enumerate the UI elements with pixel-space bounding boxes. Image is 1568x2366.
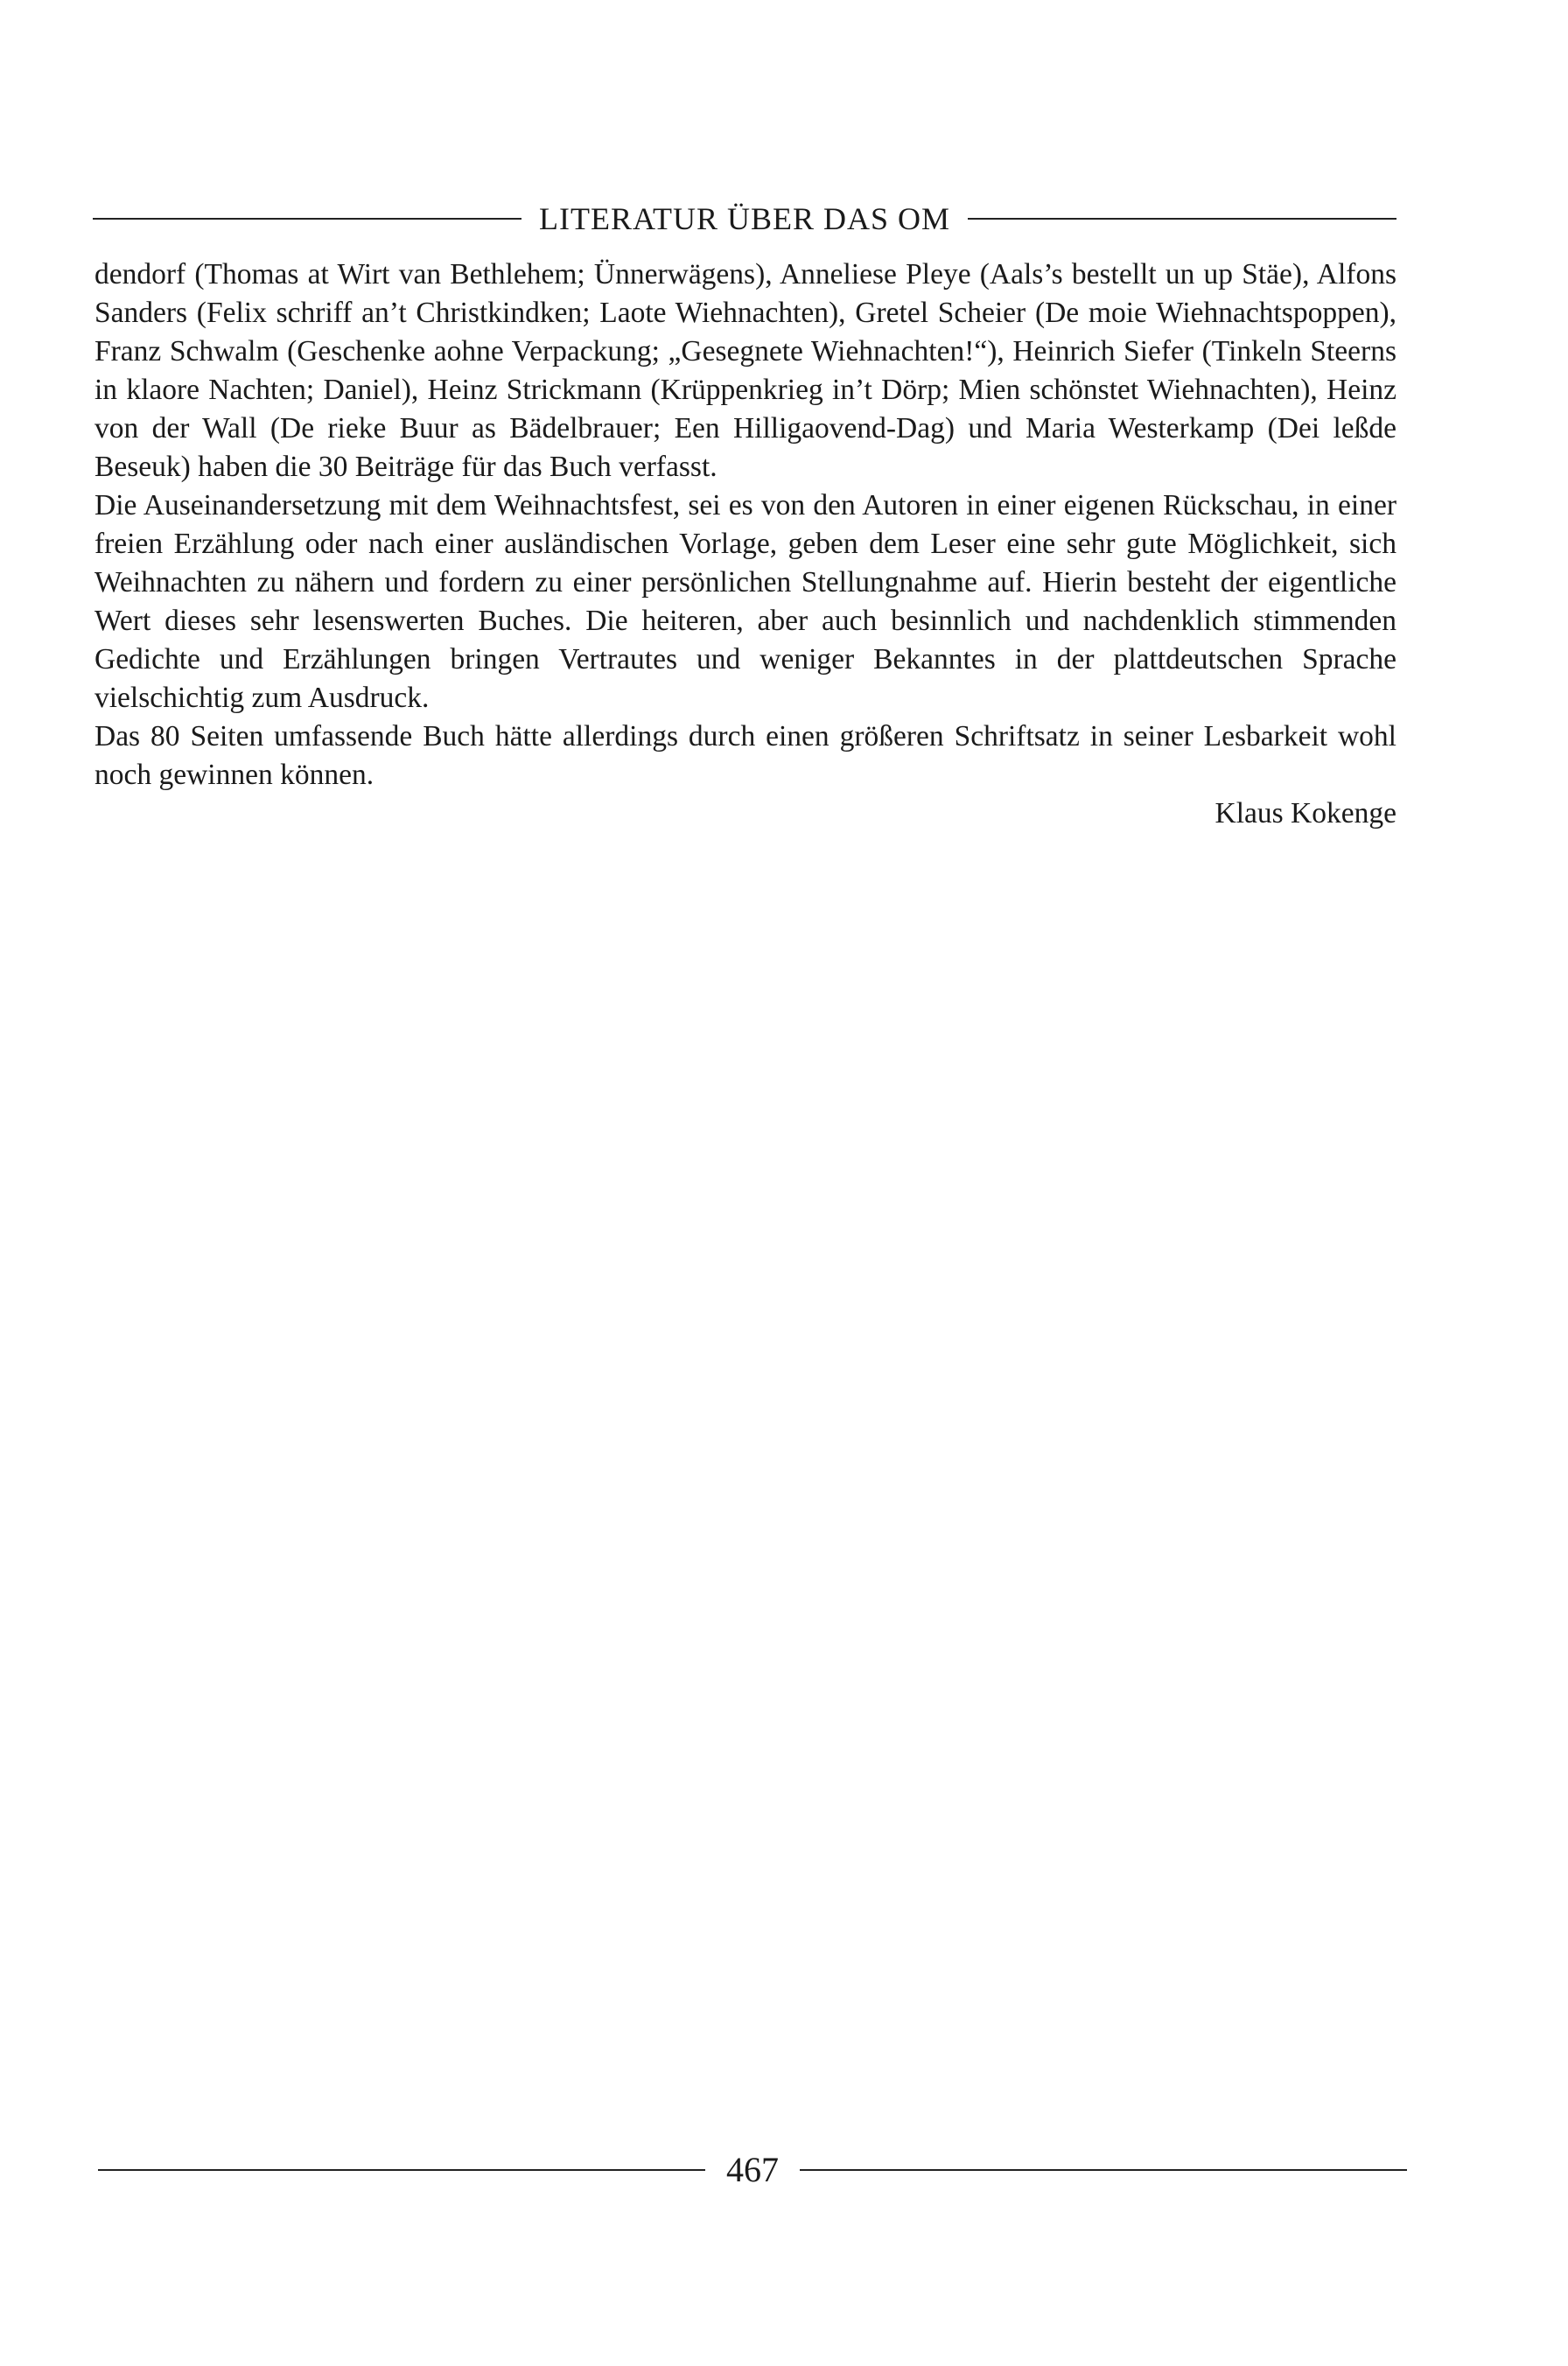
footer-rule-right: [800, 2169, 1407, 2171]
running-head-title: LITERATUR ÜBER DAS OM: [539, 201, 951, 236]
header-rule-right: [968, 218, 1396, 220]
header-rule-left: [93, 218, 522, 220]
body-text: [94, 256, 1396, 833]
running-head: [93, 192, 1396, 245]
author-signature: Klaus Kokenge: [1214, 797, 1396, 830]
footer-rule-left: [98, 2169, 705, 2171]
paragraph: Das 80 Seiten umfassende Buch hätte allerdings durch einen größeren Schriftsatz in seiner Lesbarkeit wohl noch gewinnen können.: [94, 720, 1396, 791]
paragraph: dendorf (Thomas at Wirt van Bethlehem; Ünnerwägens), Anneliese Pleye (Aals’s bestellt un up Stäe), Alfons Sanders (Felix schriff an’t Christkindken; Laote Wiehnachten), Gretel Scheier (De moie Wiehnachtspoppen), Franz Schwalm (Geschenke aohne Verpackung; „Gesegnete Wiehnachten!“), Heinrich Siefer (Tinkeln Steerns in klaore Nachten; Daniel), Heinz Strickmann (Krüppenkrieg in’t Dörp; Mien schönstet Wiehnachten), Heinz von der Wall (De rieke Buur as Bädelbrauer; Een Hilligaovend-Dag) und Maria Westerkamp (Dei leßde Beseuk) haben die 30 Beiträge für das Buch verfasst.: [94, 258, 1396, 483]
paragraph: Die Auseinandersetzung mit dem Weihnachtsfest, sei es von den Autoren in einer eigenen Rückschau, in einer freien Erzählung oder nach einer ausländischen Vorlage, geben dem Leser eine sehr gute Möglichkeit, sich Weihnachten zu nähern und fordern zu einer persönlichen Stellungnahme auf. Hierin besteht der eigentliche Wert dieses sehr lesenswerten Buches. Die heiteren, aber auch besinnlich und nachdenklich stimmenden Gedichte und Erzählungen bringen Vertrautes und weniger Bekanntes in der plattdeutschen Sprache vielschichtig zum Ausdruck.: [94, 489, 1396, 714]
page-footer: [98, 2144, 1407, 2196]
page-number: 467: [726, 2150, 779, 2189]
